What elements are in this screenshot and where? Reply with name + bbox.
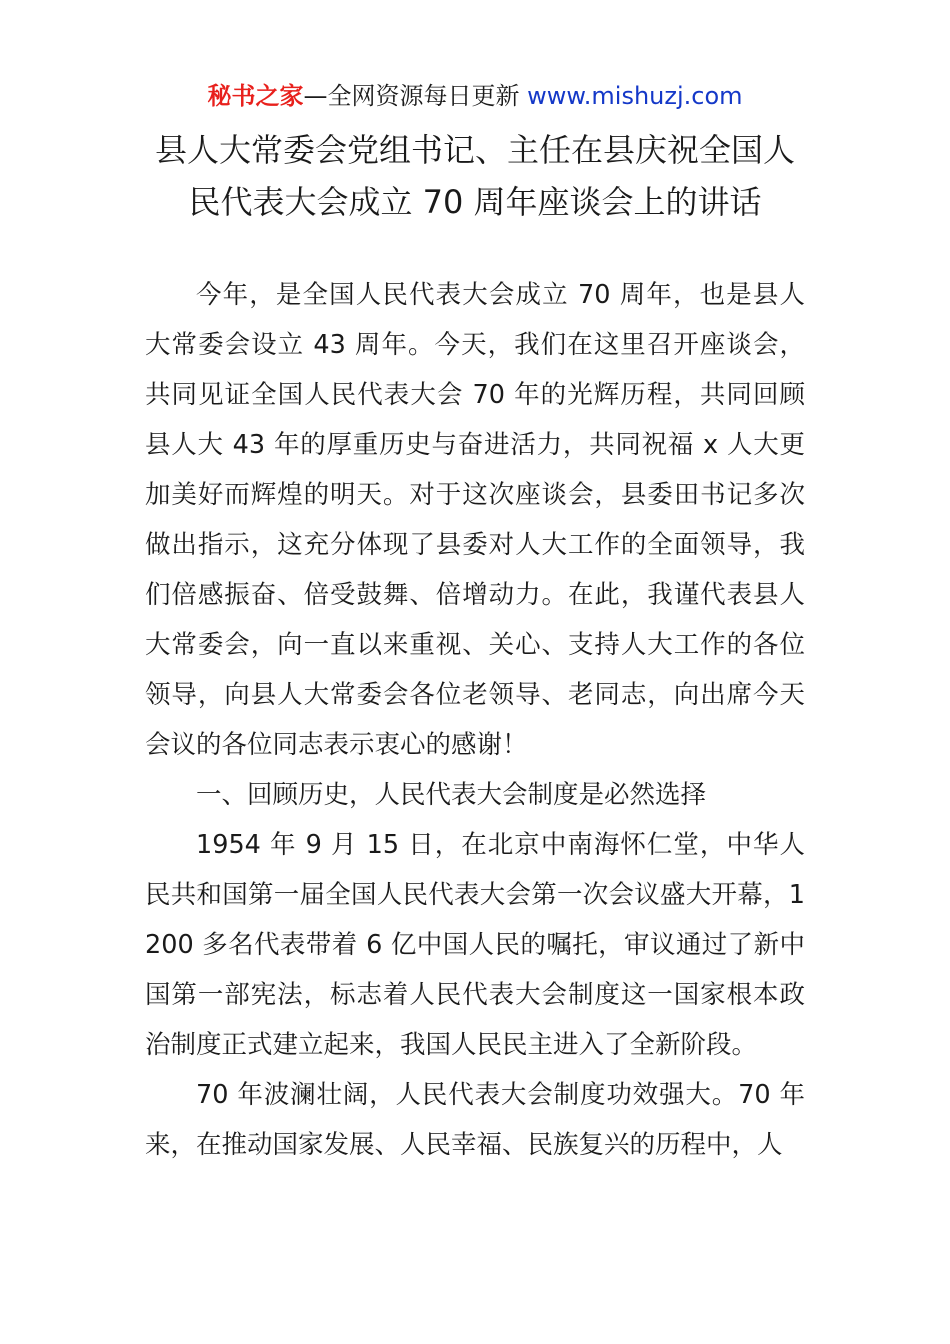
site-header — [0, 80, 950, 112]
brand-name: 秘书之家 — [207, 82, 304, 110]
document-body — [145, 270, 805, 1170]
paragraph-70-years: 70 年波澜壮阔，人民代表大会制度功效强大。70 年来，在推动国家发展、人民幸福、民族复兴的历程中，人 — [145, 1080, 805, 1160]
document-title — [0, 124, 950, 228]
paragraph-intro: 今年，是全国人民代表大会成立 70 周年，也是县人大常委会设立 43 周年。今天，我们在这里召开座谈会，共同见证全国人民代表大会 70 年的光辉历程，共同回顾县人大 43 年的厚重历史与奋进活力，共同祝福 x 人大更加美好而辉煌的明天。对于这次座谈会，县委田书记多次做出指示，这充分体现了县委对人大工作的全面领导，我们倍感振奋、倍受鼓舞、倍增动力。在此，我谨代表县人大常委会，向一直以来重视、关心、支持人大工作的各位领导，向县人大常委会各位老领导、老同志，向出席今天会议的各位同志表示衷心的感谢！ — [145, 280, 805, 760]
title-line-2: 民代表大会成立 70 周年座谈会上的讲话 — [188, 183, 762, 221]
paragraph-history: 1954 年 9 月 15 日，在北京中南海怀仁堂，中华人民共和国第一届全国人民代表大会第一次会议盛大开幕，1200 多名代表带着 6 亿中国人民的嘱托，审议通过了新中国第一部宪法，标志着人民代表大会制度这一国家根本政治制度正式建立起来，我国人民民主进入了全新阶段。 — [145, 830, 805, 1060]
title-line-1: 县人大常委会党组书记、主任在县庆祝全国人 — [154, 131, 795, 169]
site-url-link[interactable]: www.mishuzj.com — [527, 82, 743, 110]
header-tagline: —全网资源每日更新 — [303, 82, 520, 110]
section-heading-1: 一、回顾历史，人民代表大会制度是必然选择 — [196, 780, 707, 810]
